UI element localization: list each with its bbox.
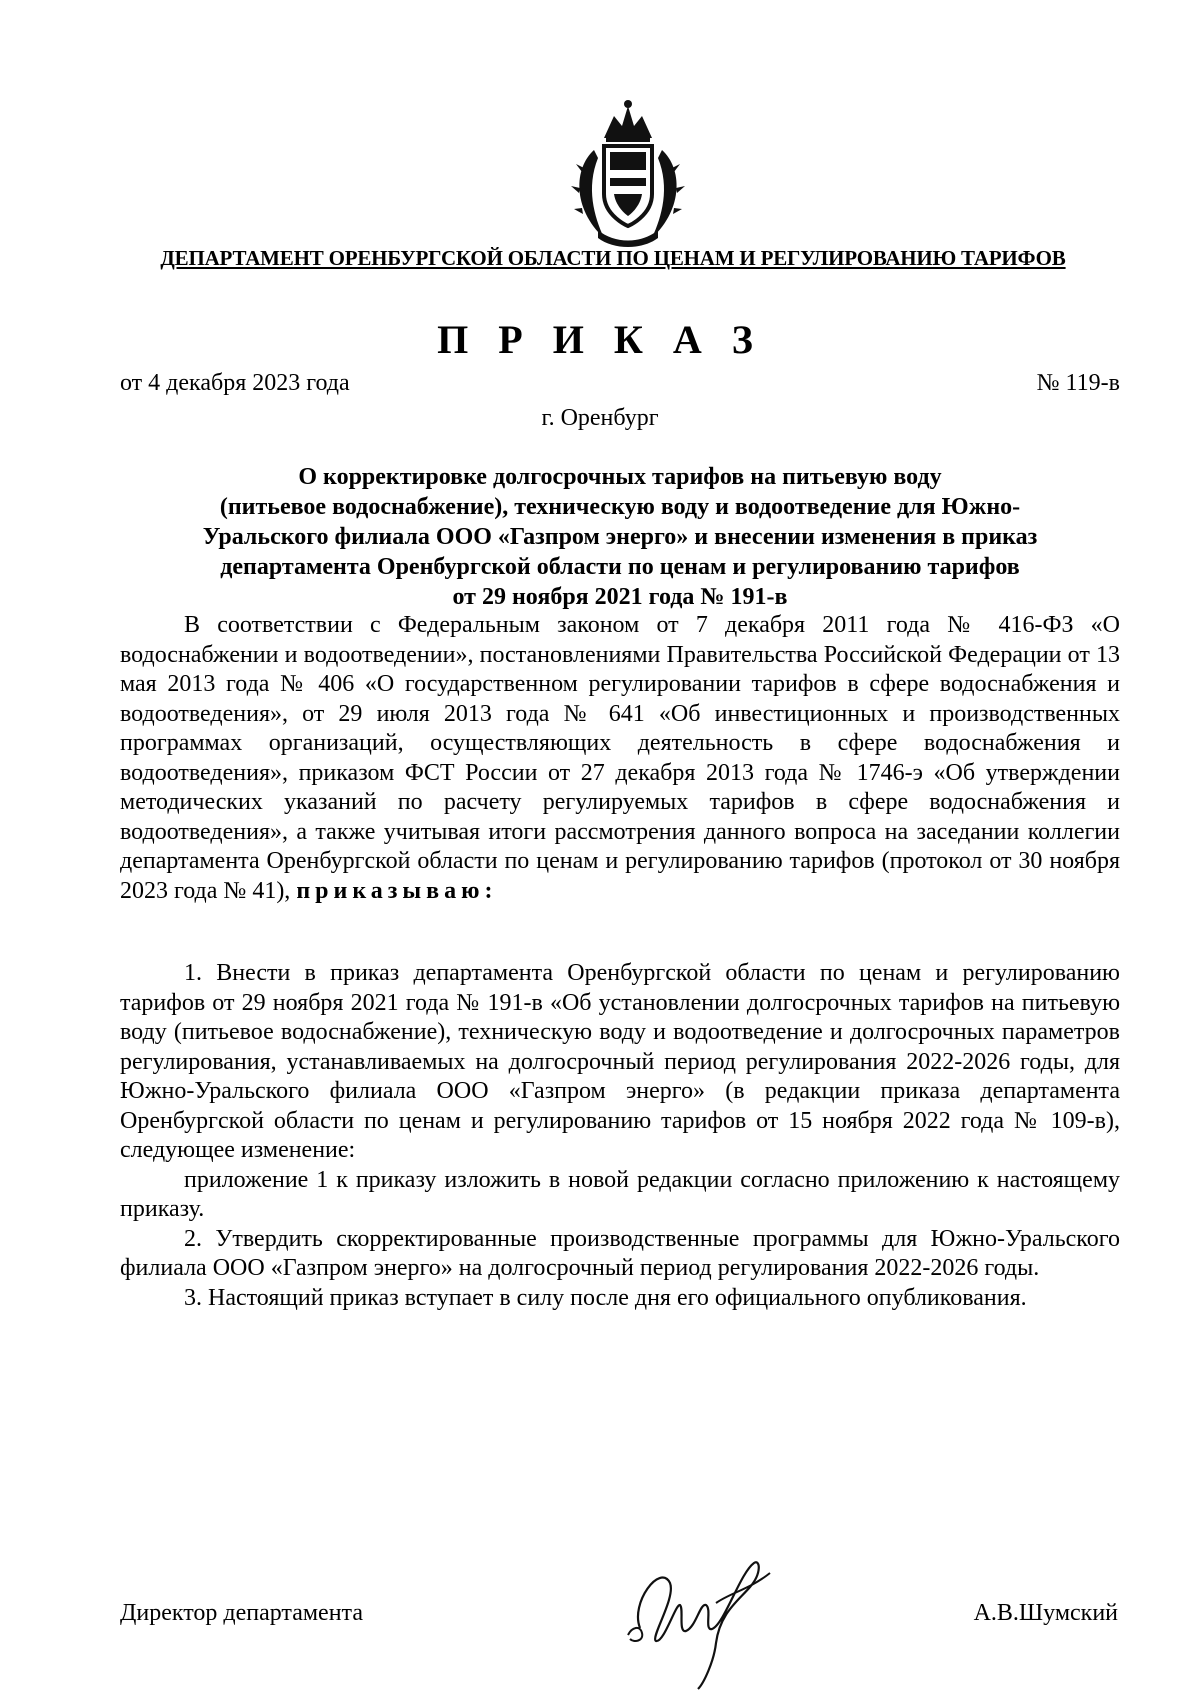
department-name: ДЕПАРТАМЕНТ ОРЕНБУРГСКОЙ ОБЛАСТИ ПО ЦЕНАМ И РЕГУЛИРОВАНИЮ ТАРИФОВ (160, 246, 1066, 270)
signatory-title: Директор департамента (120, 1600, 363, 1626)
document-type: П Р И К А З (437, 317, 763, 362)
coat-of-arms-icon (564, 98, 692, 248)
document-date: от 4 декабря 2023 года (120, 370, 350, 396)
preamble-text: В соответствии с Федеральным законом от 7 декабря 2011 года № 416-ФЗ «О водоснабжении и водоотведении», постановлениями Правительства Российской Федерации от 13 мая 2013 года № 406 «О государственном регулировании тарифов в сфере водоснабжения и водоотведения», от 29 июля 2013 года № 641 «Об инвестиционных и производственных программах организаций, осуществляющих деятельность в сфере водоснабжения и водоотведения», приказом ФСТ России от 27 декабря 2013 года № 1746-э «Об утверждении методических указаний по расчету регулируемых тарифов в сфере водоснабжения и водоотведения», а также учитывая итоги рассмотрения данного вопроса на заседании коллегии департамента Оренбургской области по ценам и регулированию тарифов (протокол от 30 ноября 2023 года № 41), (120, 612, 1120, 904)
document-heading (120, 462, 1120, 612)
signatory-name: А.В.Шумский (973, 1600, 1118, 1626)
order-items (120, 959, 1120, 1313)
order-item-1: 1. Внести в приказ департамента Оренбургской области по ценам и регулированию тарифов от 29 ноября 2021 года № 191-в «Об установлении долгосрочных тарифов на питьевую воду (питьевое водоснабжение), техническую воду и водоотведение и долгосрочных параметров регулирования, устанавливаемых на долгосрочный период регулирования 2022-2026 годы, для Южно-Уральского филиала ООО «Газпром энерго» (в редакции приказа департамента Оренбургской области по ценам и регулированию тарифов от 15 ноября 2022 года № 109-в), следующее изменение: (120, 960, 1120, 1163)
heading-line: департамента Оренбургской области по ценам и регулированию тарифов (220, 554, 1020, 580)
heading-line: Уральского филиала ООО «Газпром энерго» и внесении изменения в приказ (202, 524, 1038, 550)
order-item-2: 2. Утвердить скорректированные производственные программы для Южно-Уральского филиала ООО «Газпром энерго» на долгосрочный период регулирования 2022-2026 годы. (120, 1225, 1120, 1281)
preamble-block (120, 611, 1120, 906)
heading-line: (питьевое водоснабжение), техническую воду и водоотведение для Южно- (219, 494, 1021, 520)
heading-line: от 29 ноября 2021 года № 191-в (452, 584, 788, 610)
heading-line: О корректировке долгосрочных тарифов на питьевую воду (298, 464, 942, 490)
handwritten-signature (620, 1543, 780, 1693)
document-number: № 119-в (1036, 370, 1120, 396)
order-item-1-sub: приложение 1 к приказу изложить в новой редакции согласно приложению к настоящему приказу. (120, 1166, 1120, 1222)
preamble-paragraph (120, 611, 1120, 906)
order-item-3: 3. Настоящий приказ вступает в силу после дня его официального опубликования. (184, 1284, 1027, 1311)
order-word: приказываю: (296, 877, 498, 904)
document-city: г. Оренбург (541, 405, 659, 431)
